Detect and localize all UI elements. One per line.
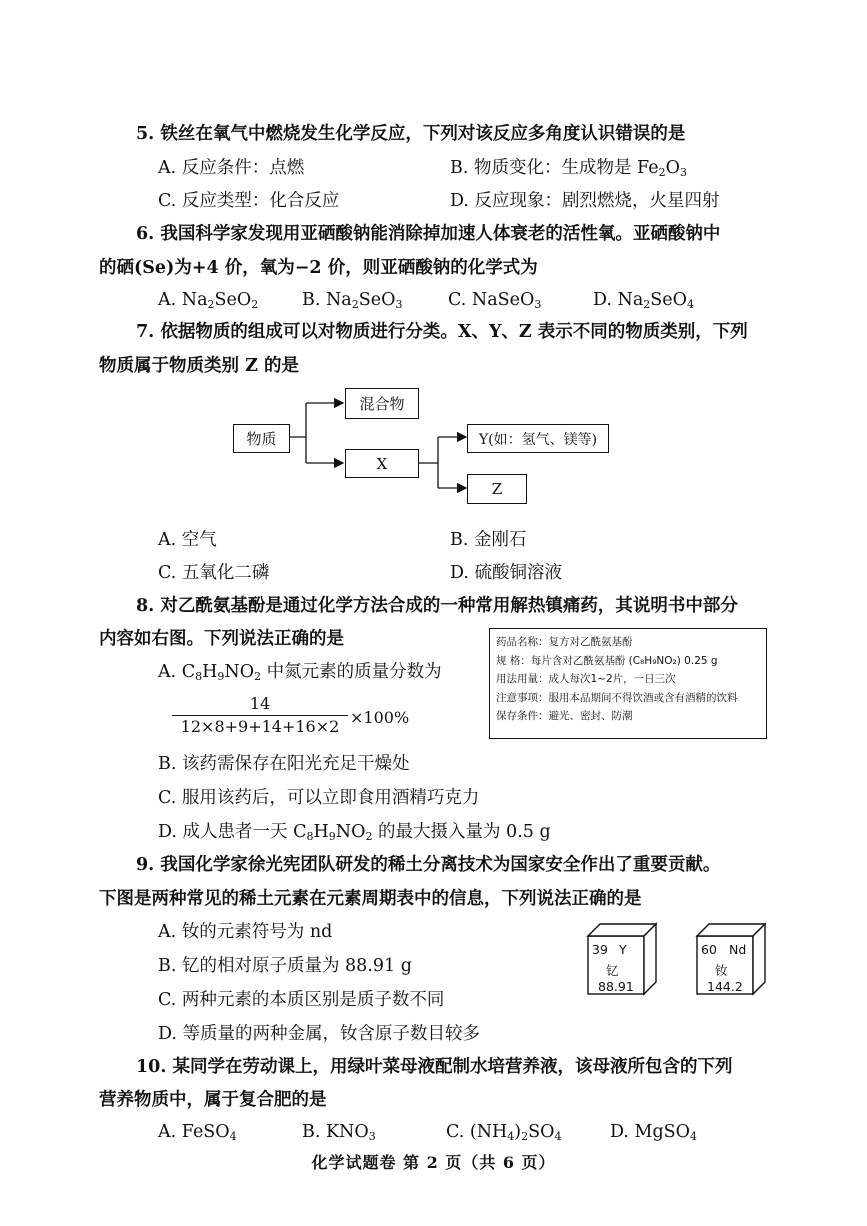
q5-stem: 5. 铁丝在氧气中燃烧发生化学反应，下列对该反应多角度认识错误的是	[136, 124, 686, 144]
yttrium-number: 39	[592, 942, 608, 957]
q10-option-d: D. MgSO$_4$	[610, 1122, 697, 1143]
q6-option-c: C. NaSeO$_3$	[448, 290, 542, 311]
q6-option-d: D. $Na_2SeO_4$	[593, 290, 694, 311]
neodymium-symbol: Nd	[729, 942, 747, 957]
q5-option-d: D. 反应现象：剧烈燃烧，火星四射	[450, 191, 720, 211]
neodymium-number: 60	[701, 942, 717, 957]
q10-option-b: B. $KNO_3$	[302, 1122, 376, 1143]
q8-option-b: B. 该药需保存在阳光充足干燥处	[158, 754, 410, 774]
q9-option-b: B. 钇的相对原子质量为 88.91 g	[158, 956, 412, 976]
q7-stem-line2: 物质属于物质类别 Z 的是	[99, 356, 299, 376]
q5-option-c: C. 反应类型：化合反应	[158, 191, 340, 211]
q8-fraction: 14 12×8+9+14+16×2	[172, 694, 348, 736]
q7-option-b: B. 金刚石	[450, 530, 527, 550]
page-footer: 化学试题卷 第 2 页（共 6 页）	[311, 1153, 556, 1172]
medicine-label-box	[489, 628, 767, 739]
diagram-root-box: 物质	[233, 424, 290, 453]
q6-stem-line1: 6. 我国科学家发现用亚硒酸钠能消除掉加速人体衰老的活性氧。亚硒酸钠中	[136, 224, 721, 244]
q6-option-b: B. $Na_2SeO_3$	[302, 290, 403, 311]
q10-option-c: C. $(NH_4)_2SO_4$	[446, 1122, 562, 1143]
q9-stem-line1: 9. 我国化学家徐光宪团队研发的稀土分离技术为国家安全作出了重要贡献。	[136, 855, 721, 875]
q7-option-d: D. 硫酸铜溶液	[450, 563, 563, 583]
q9-stem-line2: 下图是两种常见的稀土元素在元素周期表中的信息，下列说法正确的是	[99, 889, 642, 909]
q8-option-c: C. 服用该药后，可以立即食用酒精巧克力	[158, 788, 480, 808]
diagram-mixture-box: 混合物	[345, 388, 419, 419]
medicine-name: 药品名称：复方对乙酰氨基酚	[496, 636, 633, 648]
diagram-z-box: Z	[467, 474, 527, 504]
q10-stem-line2: 营养物质中，属于复合肥的是	[99, 1090, 327, 1110]
yttrium-mass: 88.91	[598, 979, 634, 994]
q7-option-a: A. 空气	[158, 530, 217, 550]
classification-diagram-lines	[0, 0, 867, 520]
q9-option-d: D. 等质量的两种金属，钕含原子数目较多	[158, 1024, 481, 1044]
q7-option-c: C. 五氧化二磷	[158, 563, 270, 583]
q8-stem-line1: 8. 对乙酰氨基酚是通过化学方法合成的一种常用解热镇痛药，其说明书中部分	[136, 596, 738, 616]
medicine-note: 注意事项：服用本品期间不得饮酒或含有酒精的饮料	[496, 691, 738, 704]
q10-option-a: A. FeSO$_4$	[158, 1122, 237, 1143]
q8-stem-line2: 内容如右图。下列说法正确的是	[99, 629, 344, 649]
diagram-x-box: X	[345, 449, 419, 478]
q5-option-a: A. 反应条件：点燃	[158, 158, 305, 178]
diagram-y-box: Y(如：氢气、镁等)	[467, 424, 609, 453]
medicine-usage: 用法用量：成人每次1~2片，一日三次	[496, 673, 676, 685]
medicine-spec: 规 格：每片含对乙酰氨基酚 (C₈H₉NO₂) 0.25 g	[496, 654, 718, 667]
q8-option-d: D. 成人患者一天 $C_8H_9NO_2$ 的最大摄入量为 0.5 g	[158, 822, 551, 843]
neodymium-name: 钕	[715, 963, 728, 978]
neodymium-mass: 144.2	[707, 979, 743, 994]
q9-option-a: A. 钕的元素符号为 nd	[158, 922, 333, 942]
q5-option-b: B. 物质变化：生成物是 $Fe_2O_3$	[450, 158, 687, 179]
q8-fraction-tail: ×100%	[350, 708, 410, 727]
q10-stem-line1: 10. 某同学在劳动课上，用绿叶菜母液配制水培营养液，该母液所包含的下列	[136, 1057, 733, 1077]
q8-option-a: A. $C_8H_9NO_2$ 中氮元素的质量分数为	[158, 662, 442, 683]
q9-option-c: C. 两种元素的本质区别是质子数不同	[158, 990, 445, 1010]
q7-stem-line1: 7. 依据物质的组成可以对物质进行分类。X、Y、Z 表示不同的物质类别，下列	[136, 322, 748, 342]
medicine-storage: 保存条件：避光、密封、防潮	[496, 710, 633, 722]
yttrium-symbol: Y	[619, 942, 627, 957]
q6-stem-line2: 的硒(Se)为+4 价，氧为−2 价，则亚硒酸钠的化学式为	[99, 258, 538, 278]
yttrium-name: 钇	[606, 963, 619, 978]
q6-option-a: A. $Na_2SeO_2$	[158, 290, 259, 311]
